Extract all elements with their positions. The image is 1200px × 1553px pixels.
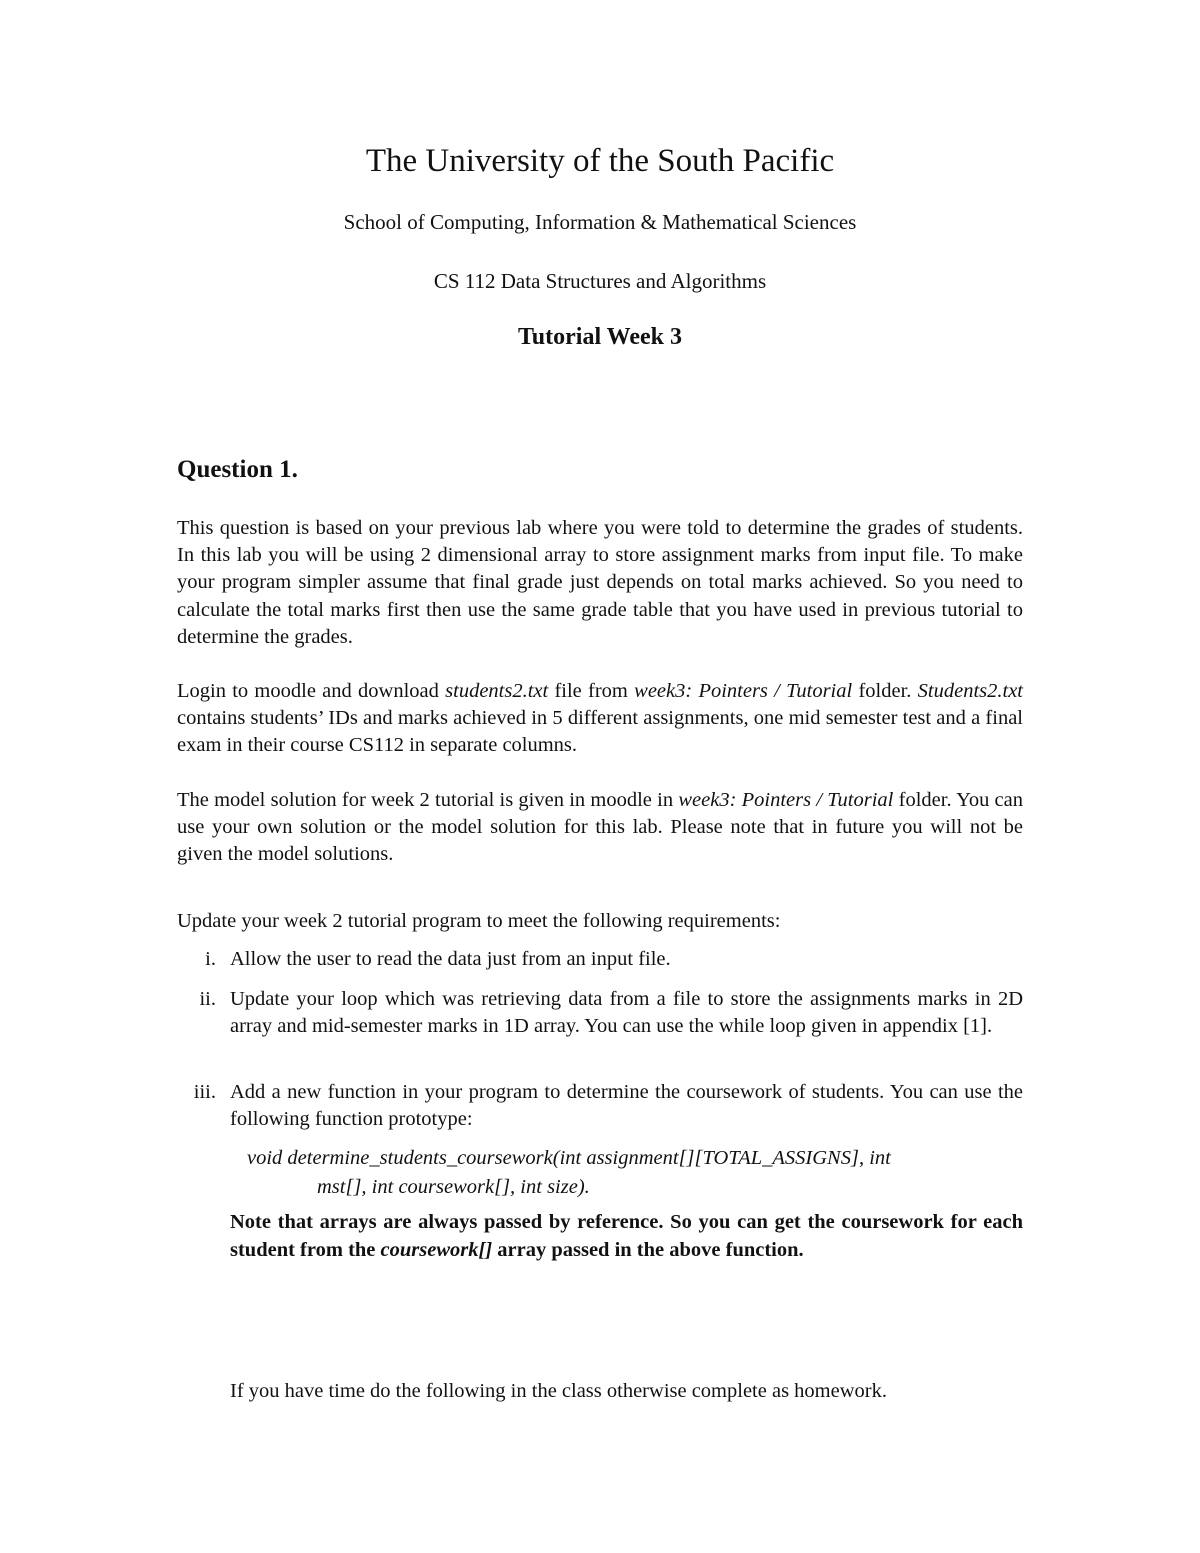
list-item-text: Add a new function in your program to determine the coursework of students. You can use the following function prototype: (230, 1081, 1023, 1131)
para2-text-1: Login to moodle and download (177, 680, 446, 702)
note-paragraph (230, 1209, 1023, 1264)
para2-text-4: contains students’ IDs and marks achieved in 5 different assignments, one mid semester test and a final exam in their course CS112 in separate columns. (177, 707, 1023, 757)
school-name: School of Computing, Information & Mathematical Sciences (343, 210, 857, 234)
file-name-2: Students2.txt (917, 680, 1023, 702)
closing-sentence: If you have time do the following in the class otherwise complete as homework. (230, 1380, 887, 1402)
note-array-name: coursework[] (380, 1238, 493, 1261)
list-item-number: iii. (193, 1081, 216, 1103)
question-paragraph-1: This question is based on your previous lab where you were told to determine the grades of students. In this lab you will be using 2 dimensional array to store assignment marks from input file. To make your program simpler assume that final grade just depends on total marks achieved. So you need to calculate the total marks first then use the same grade table that you have used in previous tutorial to determine the grades. (177, 517, 1023, 648)
list-item-number: ii. (199, 988, 216, 1010)
folder-name-2: week3: Pointers / Tutorial (678, 789, 894, 811)
tutorial-heading: Tutorial Week 3 (517, 324, 683, 350)
note-text-2: array passed in the above function. (492, 1238, 804, 1261)
file-name: students2.txt (445, 680, 549, 702)
para2-text-3: folder. (852, 680, 918, 702)
question-paragraph-4: Update your week 2 tutorial program to meet the following requirements: (177, 910, 781, 932)
para3-text-1: The model solution for week 2 tutorial is given in moodle in (177, 789, 679, 811)
university-title: The University of the South Pacific (365, 143, 835, 179)
prototype-line-1: void determine_students_coursework(int assignment[][TOTAL_ASSIGNS], int (247, 1147, 891, 1169)
question-paragraph-3 (177, 787, 1023, 869)
list-item-text: Update your loop which was retrieving data from a file to store the assignments marks in 2D array and mid-semester marks in 1D array. You can use the while loop given in appendix [1]. (230, 988, 1023, 1038)
para2-text-2: file from (548, 680, 635, 702)
prototype-line-2: mst[], int coursework[], int size). (317, 1176, 590, 1198)
function-prototype (247, 1144, 1007, 1202)
list-item-number: i. (205, 948, 216, 970)
para3-text-2: folder. You can use your own solution or the model solution for this lab. Please note that in future you will not be given the model solutions. (177, 789, 1024, 866)
question-heading: Question 1. (177, 456, 298, 483)
note-text-1: Note that arrays are always passed by reference. So you can get the coursework for each student from the (230, 1211, 1023, 1261)
question-paragraph-2 (177, 678, 1023, 760)
course-name: CS 112 Data Structures and Algorithms (433, 269, 767, 293)
folder-name: week3: Pointers / Tutorial (634, 680, 853, 702)
list-item-text: Allow the user to read the data just from an input file. (230, 948, 671, 970)
